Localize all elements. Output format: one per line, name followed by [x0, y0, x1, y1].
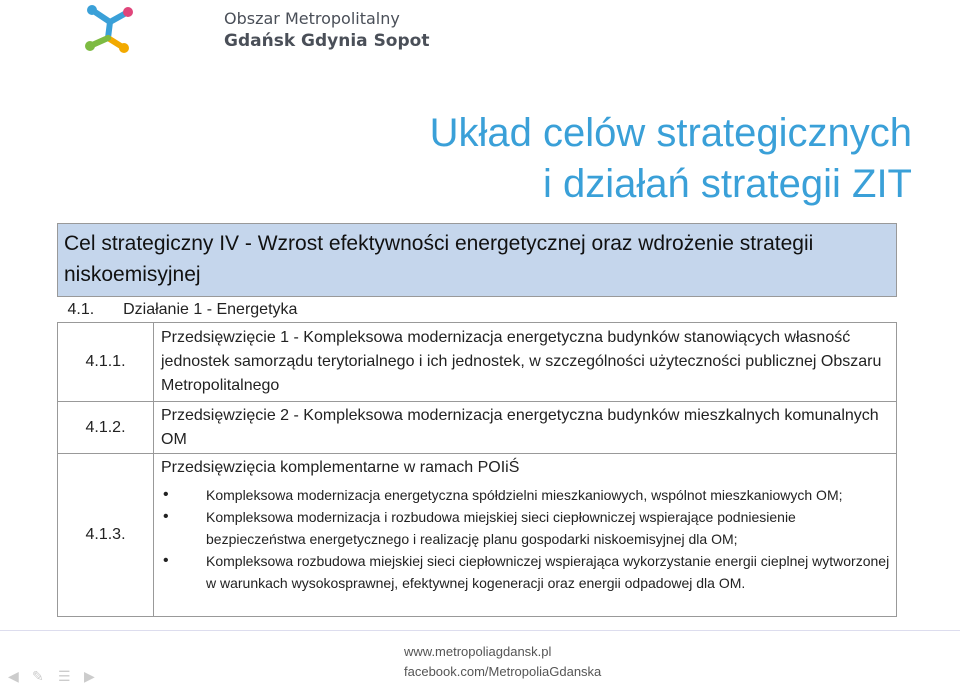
menu-icon[interactable]: ☰: [58, 668, 71, 684]
strategic-goal: Cel strategiczny IV - Wzrost efektywności energetycznej oraz wdrożenie strategii niskoemisyjnej: [58, 224, 897, 297]
project-3-cell: [154, 454, 897, 617]
project-number-1: 4.1.1.: [58, 323, 154, 402]
footer-facebook[interactable]: facebook.com/MetropoliaGdanska: [404, 664, 602, 679]
bullet-item-2: • Kompleksowa modernizacja i rozbudowa miejskiej sieci ciepłowniczej wspierające podniesienie bezpieczeństwa energetycznego i realizację planu gospodarki niskoemisyjnej dla OM;: [161, 506, 896, 550]
metropolis-network-icon: [78, 0, 138, 56]
title-line1: Układ celów strategicznych: [429, 111, 912, 155]
title-line2: i działań strategii ZIT: [542, 162, 912, 206]
prev-slide-icon[interactable]: ◀: [8, 668, 19, 684]
project-number-3: 4.1.3.: [58, 454, 154, 617]
footer-website[interactable]: www.metropoliagdansk.pl: [404, 644, 552, 659]
project-text-3: Przedsięwzięcia komplementarne w ramach POIiŚ: [161, 459, 520, 476]
footer: [0, 630, 960, 684]
project-3-bullets: [161, 484, 896, 594]
bullet-item-1: • Kompleksowa modernizacja energetyczna spółdzielni mieszkaniowych, wspólnot mieszkaniowych OM;: [161, 484, 896, 506]
footer-divider: [0, 630, 960, 631]
action-row: [58, 297, 897, 323]
logo-line1: Obszar Metropolitalny: [224, 9, 400, 28]
pen-icon[interactable]: ✎: [32, 668, 44, 684]
project-text-1: Przedsięwzięcie 1 - Kompleksowa modernizacja energetyczna budynków stanowiących własność jednostek samorządu terytorialnego i ich jednostek, w szczególności użyteczności publicznej Obszaru Metropolitalnego: [154, 323, 897, 402]
page-title: [430, 108, 912, 210]
project-number-2: 4.1.2.: [58, 402, 154, 454]
action-label: Działanie 1 - Energetyka: [123, 300, 298, 318]
logo-line2: Gdańsk Gdynia Sopot: [224, 31, 430, 51]
strategy-table: [57, 223, 897, 617]
project-text-2: Przedsięwzięcie 2 - Kompleksowa modernizacja energetyczna budynków mieszkalnych komunalnych OM: [154, 402, 897, 454]
bullet-item-3: • Kompleksowa rozbudowa miejskiej sieci ciepłowniczej wspierająca wykorzystanie energii cieplnej wytworzonej w warunkach wysokosprawnej, efektywnej kogeneracji oraz energii odpadowej dla OM.: [161, 550, 896, 594]
next-slide-icon[interactable]: ▶: [84, 668, 95, 684]
logo: [78, 0, 430, 56]
action-number: 4.1.: [67, 300, 95, 318]
slide-nav-controls: [8, 638, 102, 684]
